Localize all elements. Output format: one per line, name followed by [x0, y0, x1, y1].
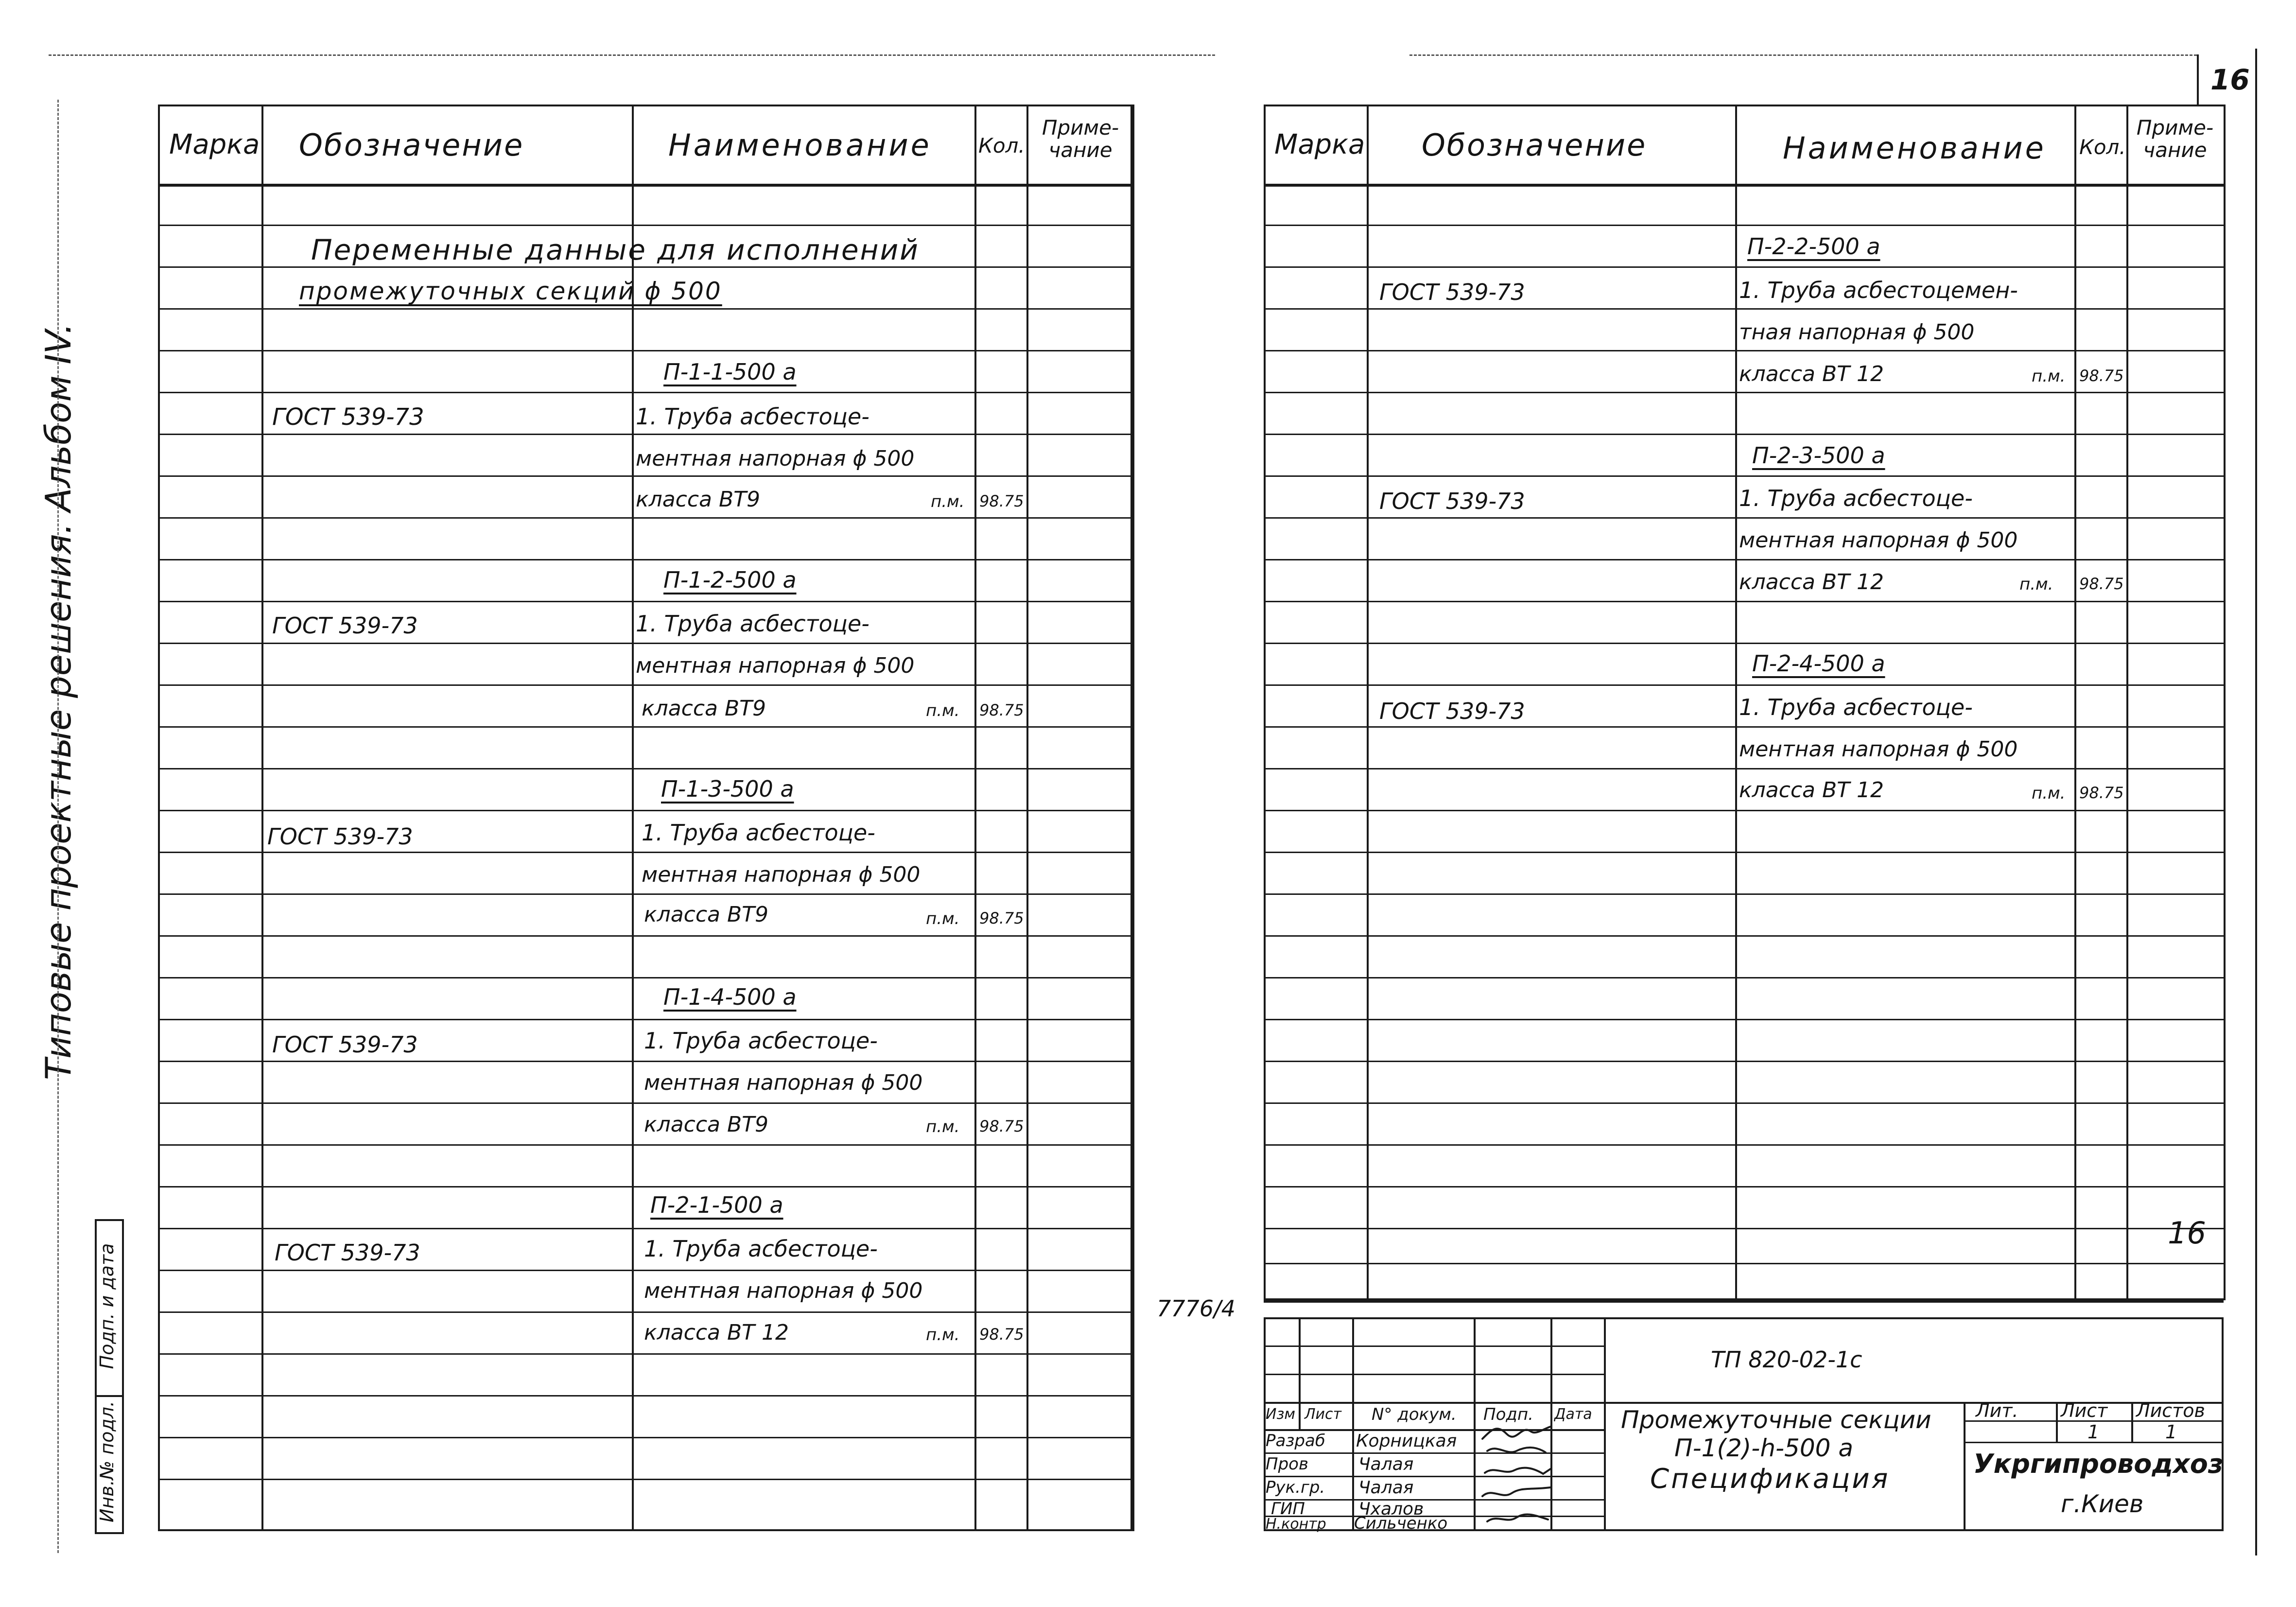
left-group-line2: ментная напорная ϕ 500 — [636, 653, 915, 678]
left-table — [158, 105, 1132, 1531]
right-col-note — [2224, 105, 2226, 1300]
left-group-qty: 98.75 — [979, 909, 1024, 927]
left-group-gost: ГОСТ 539-73 — [267, 823, 413, 850]
right-row-line — [1264, 601, 2224, 602]
left-group-qty: 98.75 — [979, 701, 1024, 719]
right-row-line — [1264, 475, 2224, 477]
left-col-note — [1132, 105, 1134, 1531]
right-group-unit: п.м. — [2019, 575, 2053, 594]
archive-number: 7776/4 — [1157, 1295, 1235, 1322]
signatures — [1478, 1405, 1555, 1531]
intro-line-2: промежуточных секций ϕ 500 — [299, 277, 722, 305]
left-row-line — [158, 517, 1132, 519]
right-row-line — [1264, 852, 2224, 853]
left-frame-line — [57, 100, 59, 1553]
left-group-line1: 1. Труба асбестоце- — [644, 1236, 878, 1262]
right-row-line — [1264, 1102, 2224, 1104]
left-col-designation — [632, 105, 634, 1531]
right-header-name: Наименование — [1783, 130, 2046, 166]
right-row-line — [1264, 1061, 2224, 1062]
left-group-line2: ментная напорная ϕ 500 — [644, 1278, 923, 1303]
left-group-title: П-2-1-500 а — [650, 1192, 783, 1218]
left-group-line2: ментная напорная ϕ 500 — [636, 446, 915, 471]
right-row-line — [1264, 977, 2224, 978]
tb-title-line1: Промежуточные секции — [1621, 1406, 1931, 1434]
right-row-line — [1264, 643, 2224, 644]
left-row-line — [158, 643, 1132, 644]
left-group-title: П-1-2-500 а — [663, 567, 797, 593]
left-row-line — [158, 726, 1132, 728]
right-row-line — [1264, 517, 2224, 519]
left-row-line — [158, 1102, 1132, 1104]
left-group-line1: 1. Труба асбестоце- — [636, 611, 870, 637]
right-header-qty: Кол. — [2079, 135, 2126, 159]
right-row-line — [1264, 225, 2224, 226]
left-group-line3: класса ВТ9 — [642, 696, 766, 721]
right-row-line — [1264, 935, 2224, 937]
side-title: Типовые проектные решения. Альбом IV. — [38, 323, 79, 1080]
right-col-qty — [2126, 105, 2128, 1300]
right-group-unit: п.м. — [2032, 784, 2066, 803]
right-row-line — [1264, 684, 2224, 686]
left-row-line — [158, 1144, 1132, 1146]
right-header-note: Приме- чание — [2136, 116, 2214, 162]
right-header-designation: Обозначение — [1422, 127, 1647, 163]
right-header-bottom — [1264, 184, 2224, 187]
tb-org-line1: Укргипроводхоз — [1973, 1449, 2224, 1479]
tb-sheet-col — [2056, 1402, 2058, 1442]
tb-sheets-col — [2131, 1402, 2133, 1442]
right-group-gost: ГОСТ 539-73 — [1379, 279, 1525, 305]
tb-sheet-label: Лист — [2061, 1400, 2108, 1421]
tb-header-izm: Изм — [1266, 1406, 1296, 1423]
right-header-mark: Марка — [1274, 129, 1365, 160]
tb-name: Чалая — [1358, 1478, 1414, 1498]
side-stamp-inv-no: Инв.№ подл. — [96, 1400, 118, 1523]
left-row-line — [158, 601, 1132, 602]
signature-scribble — [1485, 1468, 1550, 1474]
tb-role: Разраб — [1266, 1431, 1325, 1450]
page-number-repeat: 16 — [2168, 1215, 2206, 1251]
left-row-line — [158, 1311, 1132, 1313]
left-row-line — [158, 434, 1132, 435]
right-row-line — [1264, 308, 2224, 310]
left-group-line3: класса ВТ9 — [644, 1112, 769, 1137]
tb-col-date — [1604, 1317, 1606, 1531]
left-row-line — [158, 852, 1132, 853]
left-row-line — [158, 308, 1132, 310]
tb-lit-label: Лит. — [1976, 1400, 2018, 1421]
right-group-line2: тная напорная ϕ 500 — [1739, 320, 1975, 345]
intro-line-1: Переменные данные для исполнений — [311, 233, 920, 266]
left-row-line — [158, 935, 1132, 937]
tb-header-list: Лист — [1305, 1406, 1342, 1423]
left-row-line — [158, 1228, 1132, 1229]
signature-scribble — [1482, 1487, 1550, 1496]
left-row-line — [158, 1353, 1132, 1355]
tb-sheets-value: 1 — [2165, 1421, 2177, 1443]
right-row-line — [1264, 434, 2224, 435]
left-row-line — [158, 475, 1132, 477]
tb-row — [1264, 1374, 1604, 1375]
right-group-line1: 1. Труба асбестоце- — [1739, 485, 1973, 511]
left-row-line — [158, 1395, 1132, 1397]
left-group-title: П-1-3-500 а — [661, 776, 794, 802]
right-group-line1: 1. Труба асбестоцемен- — [1739, 277, 2018, 303]
left-group-title: П-1-4-500 а — [663, 984, 797, 1010]
right-row-line — [1264, 893, 2224, 895]
left-row-line — [158, 684, 1132, 686]
left-row-line — [158, 392, 1132, 393]
signature-scribble — [1487, 1448, 1546, 1452]
signature-scribble — [1487, 1514, 1548, 1521]
left-row-line — [158, 1479, 1132, 1480]
right-group-line3: класса ВТ 12 — [1739, 778, 1884, 803]
left-row-line — [158, 350, 1132, 351]
right-group-unit: п.м. — [2032, 367, 2066, 386]
left-group-unit: п.м. — [931, 492, 965, 511]
left-row-line — [158, 1270, 1132, 1271]
right-row-line — [1264, 1019, 2224, 1020]
left-group-line3: класса ВТ9 — [636, 487, 761, 512]
left-group-title: П-1-1-500 а — [663, 359, 797, 385]
tb-role: Рук.гр. — [1266, 1478, 1325, 1497]
right-row-line — [1264, 392, 2224, 393]
left-group-unit: п.м. — [926, 1117, 960, 1136]
left-group-gost: ГОСТ 539-73 — [272, 612, 418, 639]
right-group-line2: ментная напорная ϕ 500 — [1739, 528, 2018, 553]
left-col-mark — [261, 105, 263, 1531]
left-col-name — [974, 105, 976, 1531]
left-group-line3: класса ВТ 12 — [644, 1320, 789, 1345]
left-header-note: Приме- чание — [1042, 116, 1119, 162]
left-group-unit: п.м. — [926, 701, 960, 720]
signature-scribble — [1482, 1427, 1550, 1439]
right-table-bottom — [1264, 1300, 2224, 1303]
right-col-mark — [1367, 105, 1369, 1300]
page-number: 16 — [2210, 63, 2250, 96]
left-header-name: Наименование — [668, 127, 932, 163]
page-number-box-left — [2197, 54, 2199, 105]
tb-header-date: Дата — [1554, 1406, 1592, 1423]
right-row-line — [1264, 266, 2224, 268]
right-row-line — [1264, 768, 2224, 769]
left-row-line — [158, 977, 1132, 978]
right-group-gost: ГОСТ 539-73 — [1379, 698, 1525, 724]
left-group-unit: п.м. — [926, 1325, 960, 1345]
tb-header-doc: N° докум. — [1372, 1405, 1457, 1424]
tb-name: Сильченко — [1354, 1514, 1448, 1533]
right-col-designation — [1735, 105, 1737, 1300]
left-group-line1: 1. Труба асбестоце- — [642, 820, 875, 846]
left-row-line — [158, 559, 1132, 560]
right-row-line — [1264, 350, 2224, 351]
left-row-line — [158, 1019, 1132, 1020]
tb-role: Пров — [1266, 1454, 1308, 1474]
right-group-line2: ментная напорная ϕ 500 — [1739, 737, 2018, 762]
tb-name: Чалая — [1358, 1454, 1414, 1474]
left-row-line — [158, 1437, 1132, 1438]
left-col-qty — [1026, 105, 1028, 1531]
tb-title-line3: Спецификация — [1650, 1463, 1890, 1495]
left-row-line — [158, 810, 1132, 811]
left-group-gost: ГОСТ 539-73 — [272, 403, 424, 431]
tb-row — [1264, 1402, 1604, 1404]
left-group-qty: 98.75 — [979, 1325, 1024, 1344]
left-group-line2: ментная напорная ϕ 500 — [644, 1070, 923, 1095]
right-group-qty: 98.75 — [2079, 784, 2124, 802]
right-row-line — [1264, 726, 2224, 728]
left-row-line — [158, 768, 1132, 769]
right-row-line — [1264, 1144, 2224, 1146]
right-group-title: П-2-3-500 а — [1752, 442, 1885, 469]
right-group-line3: класса ВТ 12 — [1739, 570, 1884, 594]
left-row-line — [158, 1061, 1132, 1062]
left-header-bottom — [158, 184, 1132, 187]
tb-right-divider — [1604, 1402, 2224, 1404]
left-group-qty: 98.75 — [979, 492, 1024, 510]
tb-header-sign: Подп. — [1483, 1405, 1533, 1424]
left-group-line1: 1. Труба асбестоце- — [636, 403, 870, 430]
left-row-line — [158, 225, 1132, 226]
right-group-line1: 1. Труба асбестоце- — [1739, 694, 1973, 720]
right-group-qty: 98.75 — [2079, 367, 2124, 385]
left-group-gost: ГОСТ 539-73 — [275, 1240, 420, 1266]
right-row-line — [1264, 1186, 2224, 1188]
left-group-line3: класса ВТ9 — [644, 902, 769, 927]
right-col-name — [2074, 105, 2076, 1300]
tb-row — [1264, 1345, 1604, 1347]
doc-code: ТП 820-02-1с — [1711, 1346, 1862, 1373]
left-row-line — [158, 1186, 1132, 1188]
tb-sheet-value: 1 — [2087, 1421, 2100, 1443]
tb-col-izm — [1299, 1317, 1301, 1429]
left-group-gost: ГОСТ 539-73 — [272, 1031, 418, 1058]
tb-org-line2: г.Киев — [2061, 1490, 2144, 1518]
right-group-gost: ГОСТ 539-73 — [1379, 488, 1525, 514]
left-header-qty: Кол. — [978, 134, 1025, 157]
right-row-line — [1264, 1263, 2224, 1264]
side-stamp-sign-date: Подп. и дата — [96, 1243, 118, 1369]
right-frame-line — [2255, 49, 2257, 1555]
top-dashed-line — [49, 54, 1215, 56]
right-row-line — [1264, 810, 2224, 811]
left-group-qty: 98.75 — [979, 1117, 1024, 1135]
right-row-line — [1264, 559, 2224, 560]
left-group-unit: п.м. — [926, 909, 960, 928]
left-group-line2: ментная напорная ϕ 500 — [642, 862, 921, 887]
left-row-line — [158, 266, 1132, 268]
tb-name: Корницкая — [1356, 1431, 1457, 1451]
tb-role: ГИП — [1271, 1499, 1305, 1519]
left-group-line1: 1. Труба асбестоце- — [644, 1028, 878, 1054]
top-dashed-line-right — [1409, 54, 2197, 56]
right-row-line — [1264, 1228, 2224, 1229]
left-header-mark: Марка — [169, 129, 260, 160]
tb-sheets-label: Листов — [2136, 1400, 2205, 1421]
right-group-line3: класса ВТ 12 — [1739, 362, 1884, 386]
tb-name: Чхалов — [1358, 1499, 1424, 1519]
right-group-title: П-2-4-500 а — [1752, 650, 1885, 677]
left-row-line — [158, 893, 1132, 895]
tb-role: Н.контр — [1266, 1516, 1326, 1533]
tb-title-line2: П-1(2)-h-500 а — [1674, 1434, 1854, 1462]
left-header-designation: Обозначение — [299, 127, 524, 163]
right-group-title: П-2-2-500 а — [1747, 233, 1880, 260]
right-group-qty: 98.75 — [2079, 575, 2124, 593]
